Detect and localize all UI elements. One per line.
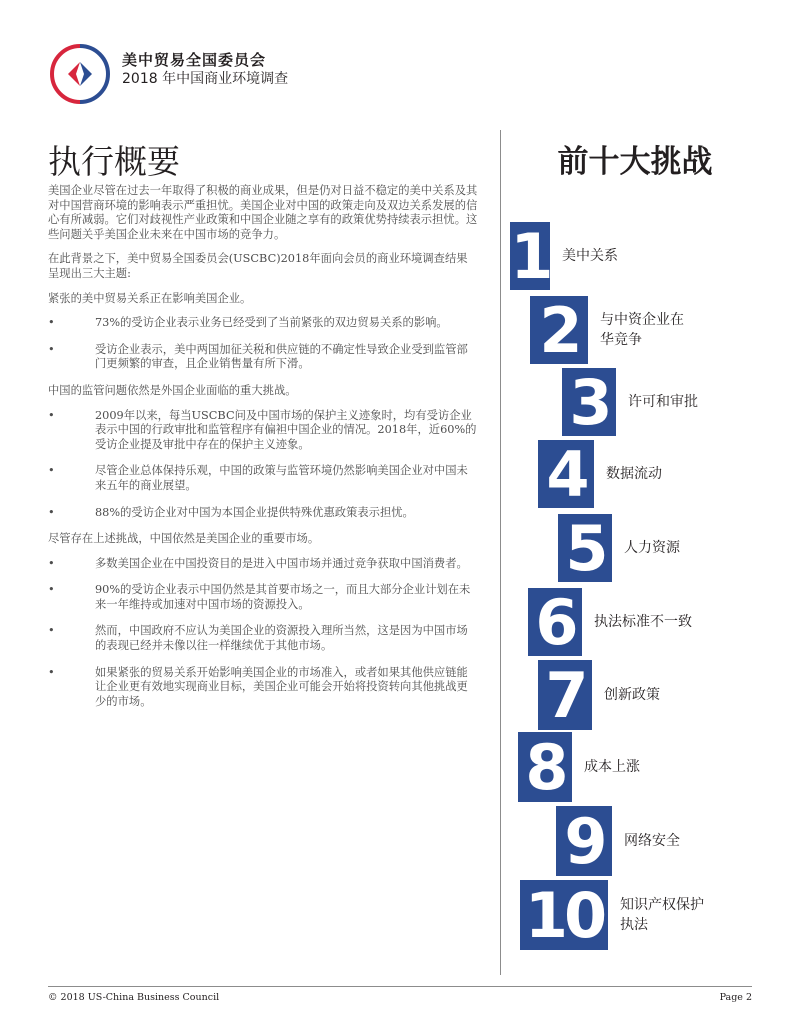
challenge-label: 执法标准不一致: [594, 614, 692, 630]
bullet-text: 尽管企业总体保持乐观，中国的政策与监管环境仍然影响美国企业对中国未来五年的商业展望。: [95, 464, 468, 492]
bullet-mark: •: [48, 556, 55, 570]
bullet-mark: •: [48, 408, 55, 422]
rank-number: 6: [528, 588, 582, 656]
rank-number: 3: [562, 368, 616, 436]
challenge-label: 人力资源: [624, 540, 680, 556]
bullet-item: [48, 316, 478, 331]
bullet-item: [48, 464, 478, 493]
bullet-text: 然而，中国政府不应认为美国企业的资源投入理所当然，这是因为中国市场的表现已经并未像以往一样继续优于其他市场。: [95, 624, 468, 653]
context-paragraph: 在此背景之下，美中贸易全国委员会(USCBC)2018年面向会员的商业环境调查结果呈现出三大主题:: [48, 252, 468, 280]
bullet-mark: •: [48, 583, 55, 597]
column-divider: [500, 130, 501, 975]
bullet-text: 88%的受访企业对中国为本国企业提供特殊优惠政策表示担忧。: [95, 505, 414, 519]
bullet-item: [48, 557, 478, 572]
org-name: 美中贸易全国委员会: [122, 51, 267, 69]
rank-number: 2: [530, 296, 588, 364]
challenge-item-9: [556, 806, 680, 876]
bullet-item: [48, 666, 478, 710]
challenge-item-5: [558, 511, 680, 585]
rank-number: 5: [558, 514, 612, 582]
challenge-item-4: [538, 437, 662, 511]
bullet-item: [48, 583, 478, 612]
challenge-item-2: [530, 293, 690, 367]
bullet-item: [48, 343, 478, 372]
challenge-label: 创新政策: [604, 687, 660, 703]
challenges-title: 前十大挑战: [557, 144, 713, 180]
bullet-text: 受访企业表示，美中两国加征关税和供应链的不确定性导致企业受到监管部门更频繁的审查，且企业销售量有所下滑。: [95, 342, 468, 371]
bullet-mark: •: [48, 342, 55, 356]
challenge-label: 知识产权保护执法: [620, 897, 704, 933]
bullet-text: 73%的受访企业表示业务已经受到了当前紧张的双边贸易关系的影响。: [95, 316, 448, 330]
rank-number: 4: [538, 440, 594, 508]
bullet-mark: •: [48, 316, 55, 330]
challenge-item-10: [520, 880, 704, 950]
theme-heading: 尽管存在上述挑战，中国依然是美国企业的重要市场。: [48, 532, 320, 546]
footer-divider: [48, 986, 752, 987]
bullet-text: 2009年以来，每当USCBC问及中国市场的保护主义迹象时，均有受访企业表示中国的行政审批和监管程序有偏袒中国企业的情况。2018年，近60%的受访企业提及审批中存在的保护主义迹象。: [95, 408, 477, 451]
rank-number: 7: [538, 660, 592, 730]
theme-heading: 中国的监管问题依然是外国企业面临的重大挑战。: [48, 383, 297, 397]
bullet-mark: •: [48, 464, 55, 478]
challenge-item-7: [538, 660, 660, 730]
challenge-label: 成本上涨: [584, 759, 640, 775]
bullet-text: 多数美国企业在中国投资目的是进入中国市场并通过竞争获取中国消费者。: [95, 556, 468, 570]
footer-copyright: © 2018 US-China Business Council: [48, 992, 220, 1003]
bullet-text: 如果紧张的贸易关系开始影响美国企业的市场准入，或者如果其他供应链能让企业更有效地实现商业目标，美国企业可能会开始将投资转向其他挑战更少的市场。: [95, 665, 468, 708]
theme-heading: 紧张的美中贸易关系正在影响美国企业。: [48, 291, 252, 305]
intro-paragraph: 美国企业尽管在过去一年取得了积极的商业成果，但是仍对日益不稳定的美中关系及其对中国营商环境的影响表示严重担忧。美国企业对中国的政策走向及双边关系发展的信心有所减弱。它们对歧视性产业政策和中国企业随之享有的政策优势持续表示担忧。这些问题关乎美国企业未来在中国市场的竞争力。: [48, 184, 478, 241]
challenge-label: 与中资企业在华竞争: [600, 312, 684, 348]
challenge-item-8: [518, 732, 640, 802]
bullet-mark: •: [48, 505, 55, 519]
bullet-item: [48, 409, 478, 453]
page-number: Page 2: [719, 992, 752, 1003]
rank-number: 10: [520, 880, 608, 950]
rank-number: 1: [510, 219, 550, 293]
bullet-mark: •: [48, 624, 55, 638]
challenge-label: 网络安全: [624, 833, 680, 849]
rank-number: 8: [518, 732, 572, 802]
bullet-mark: •: [48, 665, 55, 679]
challenge-item-1: [510, 219, 618, 293]
challenge-item-6: [528, 585, 692, 659]
bullet-text: 90%的受访企业表示中国仍然是其首要市场之一，而且大部分企业计划在未来一年维持或加速对中国市场的资源投入。: [95, 583, 471, 611]
challenge-item-3: [562, 365, 698, 439]
challenge-label: 数据流动: [606, 466, 662, 482]
report-title: 2018 年中国商业环境调查: [122, 71, 289, 87]
page-title: 执行概要: [48, 142, 180, 181]
bullet-item: [48, 624, 478, 653]
uscbc-logo: [48, 42, 112, 106]
rank-number: 9: [556, 806, 612, 876]
bullet-item: [48, 506, 478, 521]
executive-summary: [48, 184, 478, 721]
challenge-label: 许可和审批: [628, 394, 698, 410]
challenge-label: 美中关系: [562, 248, 618, 264]
